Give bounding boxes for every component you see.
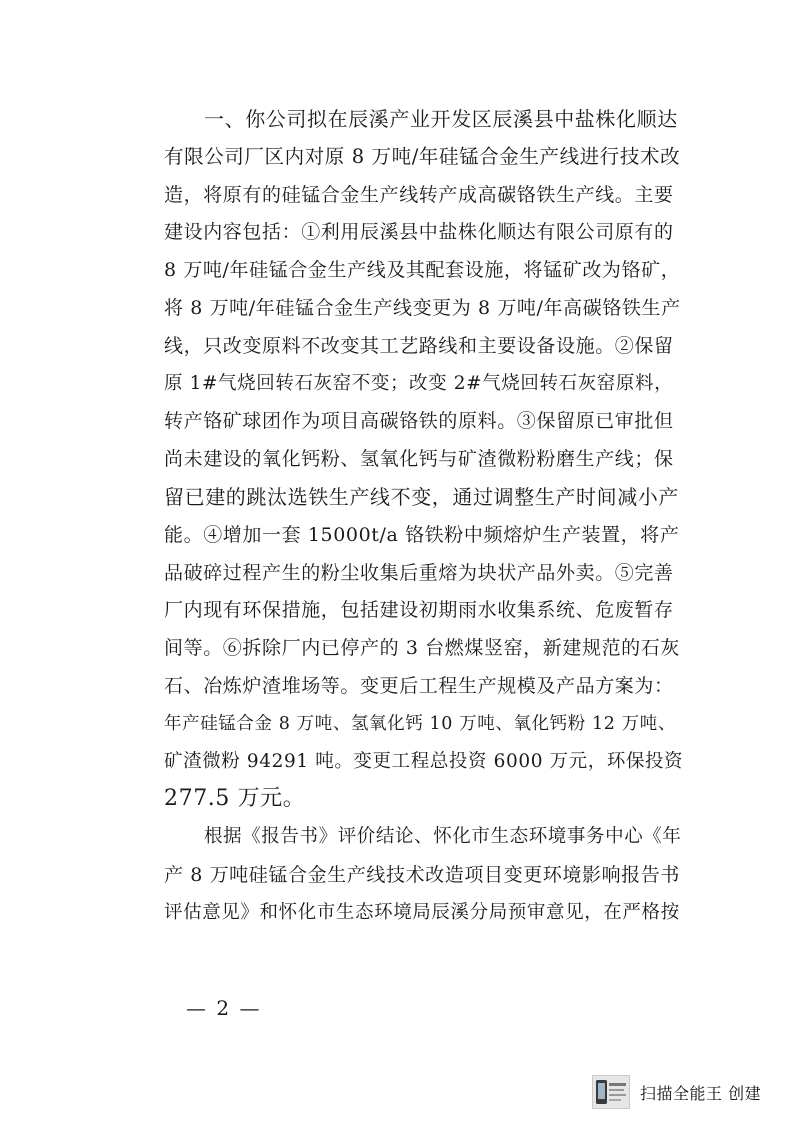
text-line: 造，将原有的硅锰合金生产线转产成高碳铬铁生产线。主要 [164,184,674,206]
text-line: 留已建的跳汰选铁生产线不变，通过调整生产时间减小产 [164,485,679,509]
text-line: 年产硅锰合金 8 万吨、氢氧化钙 10 万吨、氧化钙粉 12 万吨、 [164,714,676,734]
scanner-app-logo-icon [592,1075,630,1109]
text-line: 将 8 万吨/年硅锰合金生产线变更为 8 万吨/年高碳铬铁生产 [164,297,681,319]
text-line: 厂内现有环保措施，包括建设初期雨水收集系统、危废暂存 [164,599,674,621]
text-line: 8 万吨/年硅锰合金生产线及其配套设施，将锰矿改为铬矿， [164,259,681,281]
text-line: 尚未建设的氧化钙粉、氢氧化钙与矿渣微粉粉磨生产线；保 [164,448,674,470]
text-line: 石、冶炼炉渣堆场等。变更后工程生产规模及产品方案为： [164,675,674,697]
text-line: 产 8 万吨硅锰合金生产线技术改造项目变更环境影响报告书 [164,864,680,886]
page-number: — 2 — [186,996,262,1020]
text-line: 矿渣微粉 94291 吨。变更工程总投资 6000 万元，环保投资 [164,751,684,772]
text-line: 转产铬矿球团作为项目高碳铬铁的原料。③保留原已审批但 [164,410,674,432]
watermark-text: 扫描全能王 创建 [640,1083,762,1103]
text-line: 间等。⑥拆除厂内已停产的 3 台燃煤竖窑，新建规范的石灰 [164,637,680,659]
text-line: 根据《报告书》评价结论、怀化市生态环境事务中心《年 [204,826,682,847]
text-line: 有限公司厂区内对原 8 万吨/年硅锰合金生产线进行技术改 [164,145,681,168]
text-line: 品破碎过程产生的粉尘收集后重熔为块状产品外卖。⑤完善 [164,562,674,584]
text-line: 能。④增加一套 15000t/a 铬铁粉中频熔炉生产装置，将产 [164,524,680,546]
text-line: 线，只改变原料不改变其工艺路线和主要设备设施。②保留 [164,335,674,357]
text-line: 评估意见》和怀化市生态环境局辰溪分局预审意见，在严格按 [164,902,680,923]
text-line: 277.5 万元。 [164,786,306,811]
text-line: 一、你公司拟在辰溪产业开发区辰溪县中盐株化顺达 [204,107,678,131]
text-line: 原 1#气烧回转石灰窑不变；改变 2#气烧回转石灰窑原料， [164,373,674,394]
text-line: 建设内容包括：①利用辰溪县中盐株化顺达有限公司原有的 [164,221,674,243]
scanner-watermark [592,1075,761,1109]
